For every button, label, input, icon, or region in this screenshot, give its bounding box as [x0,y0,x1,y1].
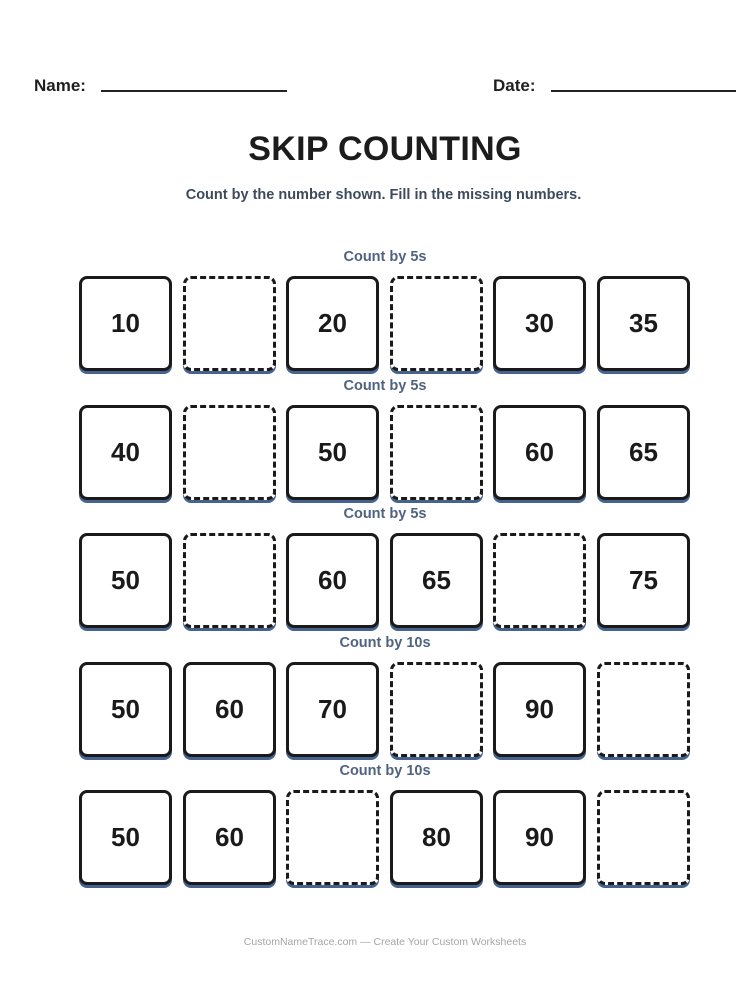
answer-box[interactable] [597,662,690,757]
answer-box[interactable] [493,533,586,628]
number-box: 50 [79,790,172,885]
number-box: 10 [79,276,172,371]
instructions: Count by the number shown. Fill in the missing numbers. [185,187,582,203]
name-line[interactable] [101,90,287,92]
answer-box[interactable] [286,790,379,885]
number-box: 80 [390,790,483,885]
answer-box[interactable] [390,276,483,371]
number-box: 90 [493,662,586,757]
row-label: Count by 5s [343,377,427,394]
number-box: 65 [597,405,690,500]
date-label: Date: [493,76,536,95]
number-box: 60 [493,405,586,500]
answer-box[interactable] [390,405,483,500]
footer: CustomNameTrace.com — Create Your Custom Worksheets [243,936,527,948]
answer-box[interactable] [183,276,276,371]
number-box: 35 [597,276,690,371]
number-box: 50 [79,662,172,757]
answer-box[interactable] [183,533,276,628]
answer-box[interactable] [183,405,276,500]
number-box: 70 [286,662,379,757]
number-box: 60 [286,533,379,628]
name-label: Name: [34,76,86,95]
number-box: 50 [79,533,172,628]
row-label: Count by 10s [339,634,431,651]
number-box: 30 [493,276,586,371]
number-box: 60 [183,662,276,757]
number-box: 40 [79,405,172,500]
number-box: 50 [286,405,379,500]
number-box: 90 [493,790,586,885]
row-label: Count by 5s [343,506,427,522]
number-box: 60 [183,790,276,885]
row-label: Count by 5s [343,249,427,265]
answer-box[interactable] [390,662,483,757]
number-box: 75 [597,533,690,628]
date-line[interactable] [551,90,736,92]
number-box: 20 [286,276,379,371]
number-box: 65 [390,533,483,628]
row-label: Count by 10s [339,763,431,779]
page-title: SKIP COUNTING [248,130,522,168]
answer-box[interactable] [597,790,690,885]
